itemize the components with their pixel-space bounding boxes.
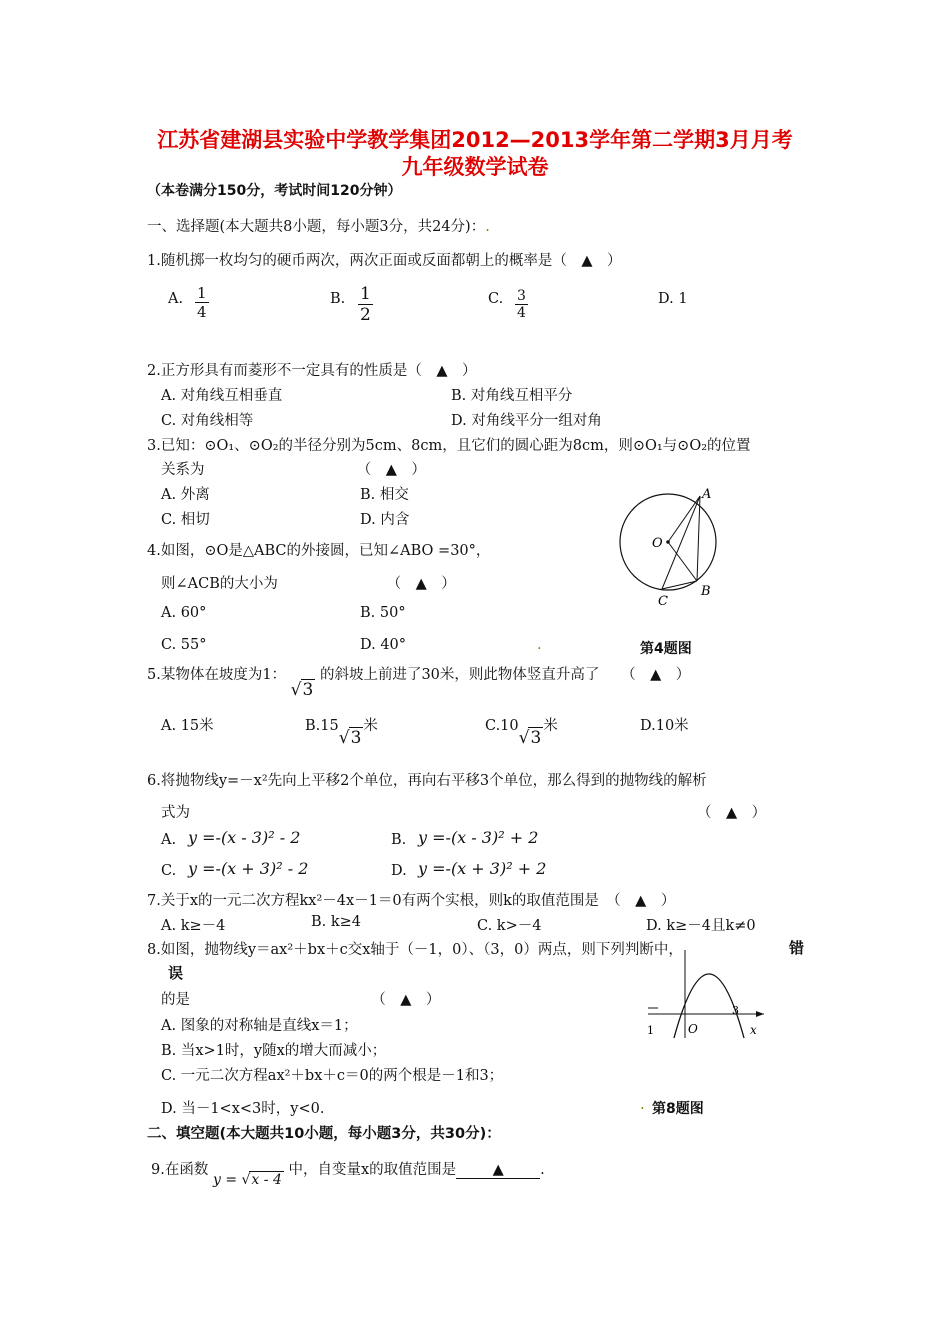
q5-b-sqrt: √3 xyxy=(338,728,362,748)
q7-option-c: C. k>－4 xyxy=(477,918,542,934)
q3-option-d: D. 内含 xyxy=(360,512,410,528)
q8-option-d: D. 当－1<x<3时，y<0. xyxy=(161,1101,325,1117)
q9-answer-blank: ▲ xyxy=(456,1162,540,1179)
q2-stem: 2.正方形具有而菱形不一定具有的性质是（ ▲ ） xyxy=(147,363,477,379)
q5-stem-post: 的斜坡上前进了30米，则此物体竖直升高了 （ ▲ ） xyxy=(319,667,691,683)
q6-option-b: y =-(x - 3)² + 2 xyxy=(418,828,539,847)
q9-formula: y = √x - 4 xyxy=(212,1172,282,1188)
q7-option-b: B. k≥4 xyxy=(311,914,362,930)
q1-option-b-label: B. xyxy=(330,291,346,307)
q6-stem-line2-tail: （ ▲ ） xyxy=(697,805,767,821)
q8-option-c: C. 一元二次方程ax²＋bx＋c＝0的两个根是－1和3； xyxy=(161,1068,504,1084)
q1-stem: 1.随机掷一枚均匀的硬币两次，两次正面或反面都朝上的概率是（ ▲ ） xyxy=(147,253,622,269)
q8-figure-caption: 第8题图 xyxy=(652,1101,704,1117)
section1-heading xyxy=(147,215,490,236)
q5-option-d: D.10米 xyxy=(640,718,689,734)
q4-stem-line2: 则∠ACB的大小为 （ ▲ ） xyxy=(161,576,456,592)
label-b: B xyxy=(701,584,711,599)
q1-a-denominator: 4 xyxy=(197,303,207,321)
q3-stem: 3.已知：⊙O₁、⊙O₂的半径分别为5cm、8cm，且它们的圆心距为8cm，则⊙O₁与⊙O₂的位置 xyxy=(147,438,751,454)
q9-end: . xyxy=(540,1162,545,1178)
q7-stem: 7.关于x的一元二次方程kx²－4x－1＝0有两个实根，则k的取值范围是 （ ▲ ） xyxy=(147,893,676,909)
label-a: A xyxy=(702,487,712,502)
q7-option-a: A. k≥－4 xyxy=(161,918,226,934)
q5-stem-pre: 5.某物体在坡度为1： xyxy=(147,667,287,683)
q2-option-c: C. 对角线相等 xyxy=(161,413,254,429)
decor-dot: . xyxy=(537,637,542,653)
q1-option-c-label: C. xyxy=(488,291,504,307)
q8-stem: 8.如图，抛物线y＝ax²＋bx＋c交x轴于（－1，0）、（3，0）两点，则下列判断中， xyxy=(147,942,683,958)
q8-stem-emphasis: 错 xyxy=(789,939,805,957)
q5-b-pre: B.15 xyxy=(305,718,339,734)
q4-option-a: A. 60° xyxy=(161,605,207,621)
q2-option-d: D. 对角线平分一组对角 xyxy=(451,413,602,429)
q2-option-a: A. 对角线互相垂直 xyxy=(161,388,283,404)
decor-dot: . xyxy=(485,219,490,235)
q1-b-denominator: 2 xyxy=(360,305,371,325)
q1-option-a-label: A. xyxy=(168,291,184,307)
q3-option-b: B. 相交 xyxy=(360,487,409,503)
q6-option-d-label: D. xyxy=(391,863,407,879)
q1-a-numerator: 1 xyxy=(197,284,207,302)
label-origin: O xyxy=(688,1022,698,1036)
q6-option-d: y =-(x + 3)² + 2 xyxy=(418,859,547,878)
q9-formula-radicand: x - 4 xyxy=(251,1172,282,1188)
label-c: C xyxy=(658,594,668,609)
q9-formula-lhs: y = xyxy=(212,1172,238,1188)
q4-figure-caption: 第4题图 xyxy=(640,641,692,657)
q1-option-c-fraction xyxy=(515,288,528,321)
segment-ab xyxy=(697,496,700,581)
section2-heading: 二、填空题(本大题共10小题，每小题3分，共30分)： xyxy=(147,1126,501,1142)
q4-figure-circle xyxy=(612,484,722,612)
label-x: x xyxy=(750,1023,757,1037)
q9-stem xyxy=(151,1158,545,1188)
x-axis-arrow xyxy=(756,1011,764,1017)
q1-option-b-fraction xyxy=(358,284,373,325)
decor-dot: . xyxy=(640,1097,645,1113)
q8-figure-parabola xyxy=(640,948,770,1040)
q4-option-b: B. 50° xyxy=(360,605,406,621)
q5-c-radicand: 3 xyxy=(530,728,542,748)
q3-option-a: A. 外离 xyxy=(161,487,210,503)
q8-option-a: A. 图象的对称轴是直线x＝1； xyxy=(161,1018,358,1034)
segment-cb xyxy=(662,581,697,589)
section1-heading-text: 一、选择题(本大题共8小题，每小题3分，共24分)： xyxy=(147,219,486,235)
q5-stem xyxy=(147,663,691,700)
q6-option-b-label: B. xyxy=(391,832,407,848)
q4-stem: 4.如图，⊙O是△ABC的外接圆，已知∠ABO =30°， xyxy=(147,543,491,559)
q9-post: 中，自变量x的取值范围是 xyxy=(288,1162,457,1178)
q8-stem-line2: 的是 （ ▲ ） xyxy=(161,992,441,1008)
q7-option-d: D. k≥－4且k≠0 xyxy=(646,918,756,934)
segment-ob xyxy=(668,542,697,581)
q5-b-radicand: 3 xyxy=(350,728,362,748)
q1-option-a-fraction xyxy=(195,284,209,321)
q6-stem-line2: 式为 xyxy=(161,805,190,821)
q5-option-c xyxy=(485,714,558,748)
q8-stem-emphasis2: 误 xyxy=(168,964,184,982)
q8-option-b: B. 当x>1时，y随x的增大而减小； xyxy=(161,1043,387,1059)
q5-c-post: 米 xyxy=(543,718,558,734)
q4-option-d: D. 40° xyxy=(360,637,407,653)
q6-option-a-label: A. xyxy=(161,832,177,848)
q1-b-numerator: 1 xyxy=(360,284,371,304)
label-three: 3 xyxy=(732,1004,739,1017)
q5-c-pre: C.10 xyxy=(485,718,519,734)
q5-option-a: A. 15米 xyxy=(161,718,214,734)
q2-option-b: B. 对角线互相平分 xyxy=(451,388,573,404)
q6-option-c-label: C. xyxy=(161,863,177,879)
label-o: O xyxy=(652,536,663,551)
q5-option-b xyxy=(305,714,378,748)
q5-sqrt-radicand: 3 xyxy=(302,680,314,700)
exam-title-line1: 江苏省建湖县实验中学教学集团2012—2013学年第二学期3月月考 xyxy=(157,128,793,152)
center-point xyxy=(666,540,670,544)
q3-option-c: C. 相切 xyxy=(161,512,210,528)
label-neg-one: 1 xyxy=(647,1024,654,1037)
exam-note: （本卷满分150分，考试时间120分钟） xyxy=(147,183,402,199)
q5-b-post: 米 xyxy=(363,718,378,734)
q9-pre: 9.在函数 xyxy=(151,1162,209,1178)
q6-option-c: y =-(x + 3)² - 2 xyxy=(188,859,309,878)
q3-stem-line2: 关系为 （ ▲ ） xyxy=(161,462,426,478)
q1-c-numerator: 3 xyxy=(517,288,526,304)
q5-sqrt: √3 xyxy=(290,680,314,700)
q1-c-denominator: 4 xyxy=(517,305,526,321)
q6-option-a: y =-(x - 3)² - 2 xyxy=(188,828,301,847)
q5-c-sqrt: √3 xyxy=(518,728,542,748)
q6-stem: 6.将抛物线y=－x²先向上平移2个单位，再向右平移3个单位，那么得到的抛物线的解析 xyxy=(147,773,707,789)
q4-option-c: C. 55° xyxy=(161,637,207,653)
q1-option-d: D. 1 xyxy=(658,291,688,307)
exam-title-line2: 九年级数学试卷 xyxy=(401,155,549,179)
